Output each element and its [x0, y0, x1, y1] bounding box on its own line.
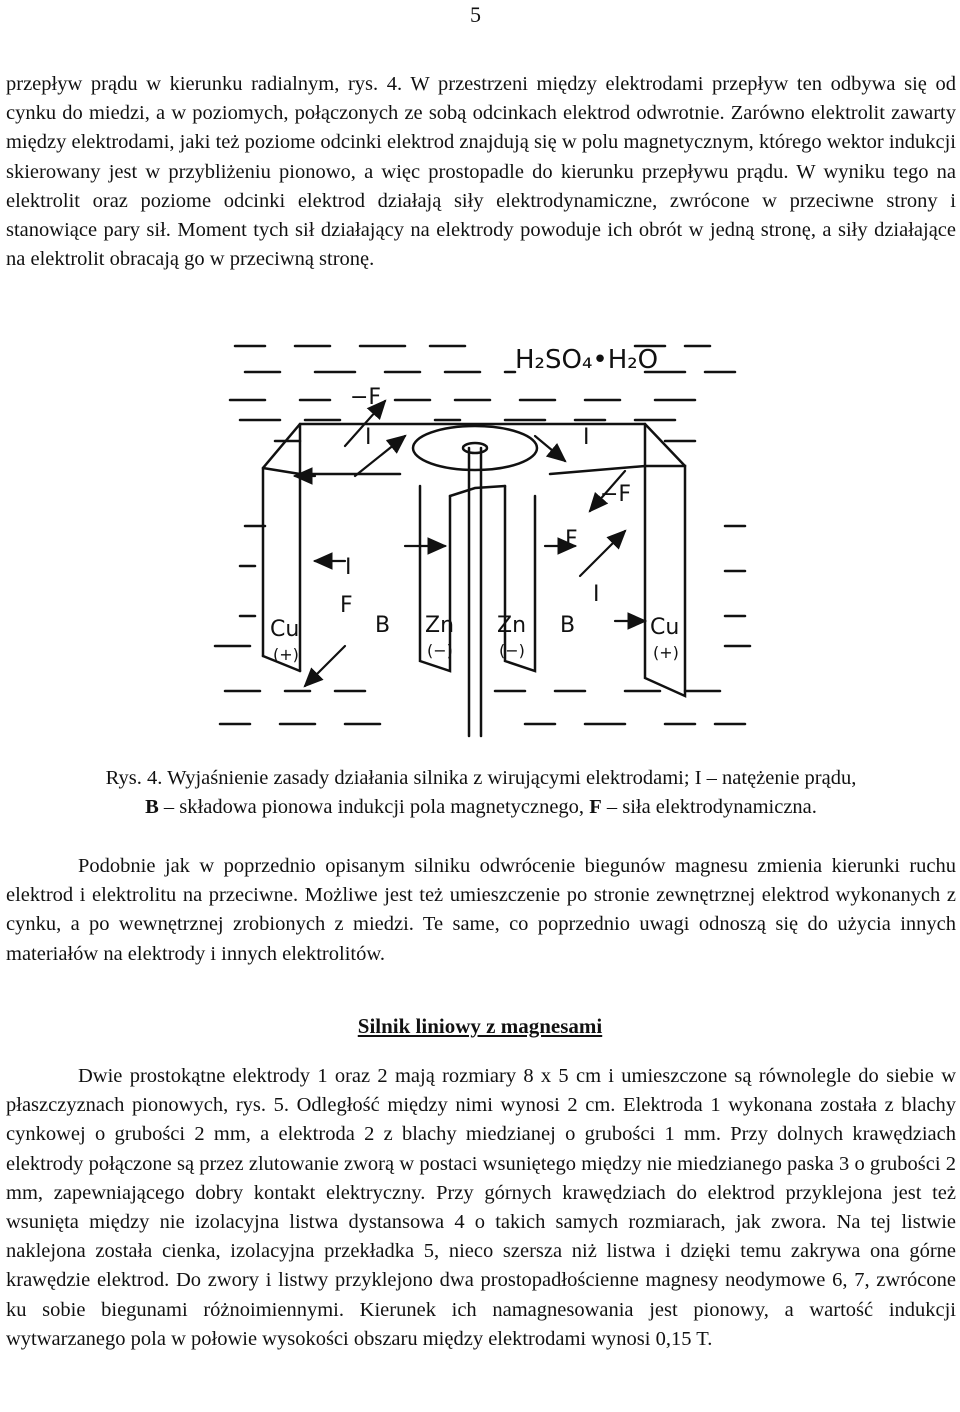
force-label: −F: [350, 385, 382, 410]
electrolyte-dashes: [215, 346, 750, 724]
f-text: – siła elektrodynamiczna.: [601, 796, 817, 818]
paragraph-2: Podobnie jak w poprzednio opisanym silniku odwrócenie biegunów magnesu zmienia kierunki ruchu elektrod i elektrolitu na przeciwne. Możliwe jest też umieszczenie po stronie zewnętrznej elektrod wykonanych z cynku, a po wewnętrznej zrobionych z miedzi. Te same, co poprzednio uwagi odnoszą się do użycia innych materiałów na elektrody i innych elektrolitów.: [6, 855, 956, 965]
zn-sign: (−): [427, 641, 453, 660]
shaft: [469, 448, 481, 736]
force-label: F: [565, 527, 578, 552]
cu-label: Cu: [650, 615, 680, 640]
induction-label: B: [560, 613, 576, 638]
page-number: 5: [470, 2, 481, 27]
induction-label: B: [375, 613, 391, 638]
paragraph-1: przepływ prądu w kierunku radialnym, rys. 4. W przestrzeni między elektrodami przepływ ten odbywa się od cynku do miedzi, a w poziomych, połączonych ze sobą odcinkach elektrod odwrotnie. Zarówno elektrolit zawarty między elektrodami, jaki też poziome odcinki elektrod znajdują się w polu magnetycznym, którego wektor indukcji skierowany jest w przybliżeniu pionowo, a więc prostopadle do kierunku przepływu prądu. W wyniku tego na elektrolit oraz poziome odcinki elektrod działają siły elektrodynamiczne, zwrócone w przeciwne strony i stanowiące pary sił. Moment tych sił działający na elektrody powoduje ich obrót w jedną stronę, a siły działające na elektrolit obracają go w przeciwną stronę.: [6, 73, 956, 271]
force-label: F: [340, 593, 353, 618]
formula-label: H₂SO₄•H₂O: [515, 345, 659, 375]
caption-line-2: [6, 793, 956, 822]
zn-label: Zn: [425, 613, 455, 638]
force-label: −F: [600, 482, 632, 507]
current-label: I: [345, 555, 352, 580]
b-text: – składowa pionowa indukcji pola magnetycznego,: [158, 796, 590, 818]
current-label: I: [583, 425, 590, 450]
figure-caption: [6, 764, 956, 822]
cu-sign: (+): [653, 643, 679, 662]
paragraph-3: Dwie prostokątne elektrody 1 oraz 2 mają rozmiary 8 x 5 cm i umieszczone są równolegle do siebie w płaszczyznach pionowych, rys. 5. Odległość między nimi wynosi 2 cm. Elektroda 1 wykonana została z blachy cynkowej o grubości 2 mm, a elektroda 2 z blachy miedzianej o grubości 1 mm. Przy dolnych krawędziach elektrody połączone są przez zlutowanie zworą w postaci wsuniętego między nie miedzianego paska 3 o grubości 2 mm, zapewniającego dobry kontakt elektryczny. Przy górnych krawędziach do elektrod przyklejona jest też wsunięta między nie izolacyjna listwa dystansowa 4 o takich samych rozmiarach, jak zwora. Na tej listwie naklejona została cienka, izolacyjna przekładka 5, nieco szersza niż listwa i dzięki temu zakrywa ona górne krawędzie elektrod. Do zwory i listwy przyklejono dwa prostopadłościenne magnesy neodymowe 6, 7, zwrócone ku sobie biegunami różnoimiennymi. Kierunek ich namagnesowania jest pionowy, a wartość indukcji wytwarzanego pola w połowie wysokości obszaru między elektrodami wynosi 0,15 T.: [6, 1065, 956, 1350]
caption-line-1: Rys. 4. Wyjaśnienie zasady działania silnika z wirującymi elektrodami; I – natężenie prądu,: [105, 767, 857, 789]
current-label: I: [593, 582, 600, 607]
cu-label: Cu: [270, 617, 300, 642]
cu-sign: (+): [273, 645, 299, 664]
current-label: I: [365, 425, 372, 450]
section-heading: Silnik liniowy z magnesami: [357, 1014, 603, 1038]
zn-sign: (−): [499, 641, 525, 660]
b-symbol: B: [145, 796, 159, 818]
f-symbol: F: [589, 796, 602, 818]
figure-4-diagram: [205, 316, 755, 756]
top-ring: [413, 426, 537, 470]
zn-label: Zn: [497, 613, 527, 638]
